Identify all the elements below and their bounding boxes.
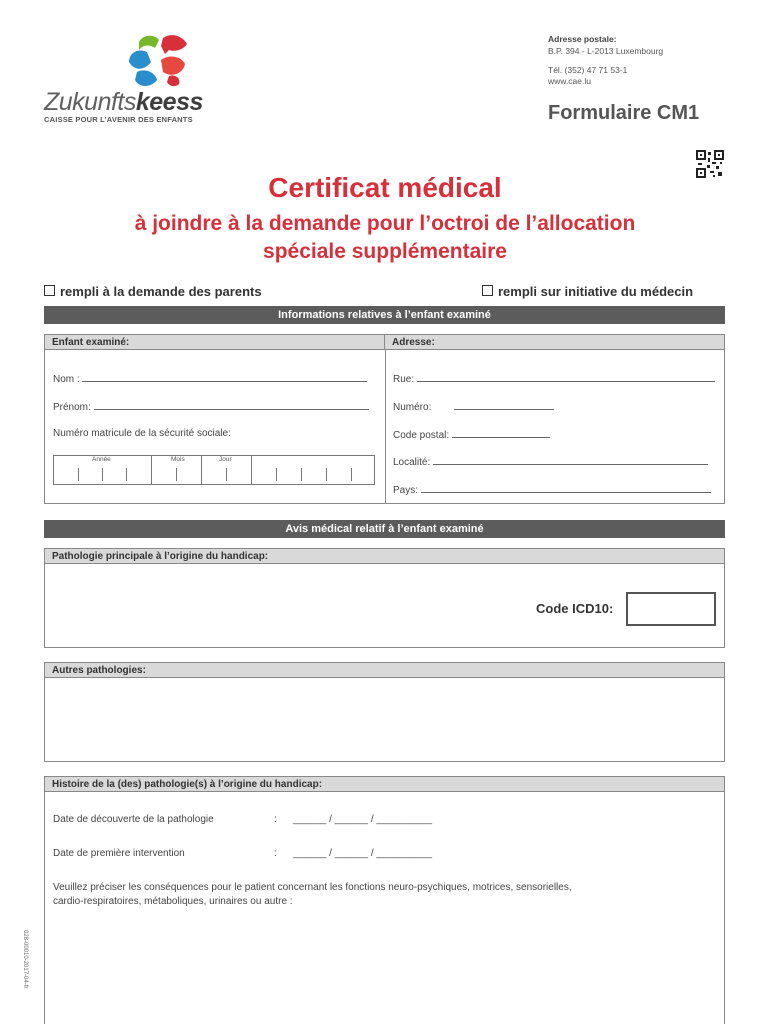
discovery-date-input[interactable]: ______ / ______ / __________ [293,814,433,825]
section-bar-medical-opinion: Avis médical relatif à l’enfant examiné [44,520,725,538]
mois-label: Mois [171,456,185,463]
intervention-date-label: Date de première intervention [53,848,185,859]
address-label: Adresse postale: [548,34,617,44]
checkbox-doctor[interactable] [482,285,493,296]
other-pathologies-panel[interactable] [44,662,725,762]
child-examined-header: Enfant examiné: [45,335,385,350]
page-subtitle-2: spéciale supplémentaire [263,240,507,263]
form-id: Formulaire CM1 [548,102,700,124]
form-reference-code: 028-00010-2017-04-fr [22,930,28,989]
code-postal-field[interactable] [393,428,550,441]
option-doctor[interactable] [482,284,693,299]
pays-line[interactable] [421,483,711,493]
main-pathology-header: Pathologie principale à l’origine du handicap: [45,549,724,564]
localite-field[interactable] [393,455,708,468]
code-postal-line[interactable] [452,428,550,438]
address-header: Adresse: [385,335,724,350]
main-pathology-panel[interactable] [44,548,725,648]
checkbox-parents[interactable] [44,285,55,296]
nom-label: Nom : [53,374,80,385]
column-divider [385,350,386,503]
logo-subtitle: CAISSE POUR L’AVENIR DES ENFANTS [44,115,193,124]
discovery-date-label: Date de découverte de la pathologie [53,814,214,825]
nom-line[interactable] [82,372,367,382]
pays-label: Pays: [393,485,419,496]
option-doctor-label: rempli sur initiative du médecin [498,284,694,299]
rue-line[interactable] [417,372,715,382]
icd10-input[interactable] [626,592,716,626]
prenom-label: Prénom: [53,402,91,413]
nom-field[interactable] [53,372,367,385]
option-parents[interactable] [44,284,262,299]
discovery-date-colon: : [274,814,277,825]
logo-hands-icon [125,32,195,90]
rue-label: Rue: [393,374,415,385]
matricule-boxes[interactable] [53,455,375,485]
icd10-label: Code ICD10: [536,601,614,616]
intervention-date-colon: : [274,848,277,859]
page-subtitle-1: à joindre à la demande pour l’octroi de l’allocation [134,212,636,235]
other-pathologies-header: Autres pathologies: [45,663,724,678]
prenom-field[interactable] [53,400,369,413]
pays-field[interactable] [393,483,711,496]
jour-label: Jour [219,456,232,463]
rue-field[interactable] [393,372,715,385]
intervention-date-input[interactable]: ______ / ______ / __________ [293,848,433,859]
annee-label: Année [92,456,111,463]
website: www.cae.lu [548,76,591,86]
numero-field[interactable] [393,400,554,413]
consequences-text-1: Veuillez préciser les conséquences pour le patient concernant les fonctions neuro-psychiques, motrices, sensorielles, [53,882,572,893]
logo-wordmark: Zukunftskeess [44,88,203,116]
history-header: Histoire de la (des) pathologie(s) à l’origine du handicap: [45,777,724,792]
section-bar-child-info: Informations relatives à l’enfant examiné [44,306,725,324]
numero-line[interactable] [454,400,554,410]
localite-label: Localité: [393,457,431,468]
prenom-line[interactable] [94,400,369,410]
phone: Tél. (352) 47 71 53-1 [548,65,628,75]
code-postal-label: Code postal: [393,430,450,441]
localite-line[interactable] [433,455,708,465]
numero-label: Numéro: [393,402,432,413]
address-line: B.P. 394 - L-2013 Luxembourg [548,46,664,56]
page-title: Certificat médical [268,172,502,203]
matricule-label: Numéro matricule de la sécurité sociale: [53,428,231,439]
option-parents-label: rempli à la demande des parents [60,284,262,299]
consequences-text-2: cardio-respiratoires, métaboliques, urinaires ou autre : [53,896,293,907]
